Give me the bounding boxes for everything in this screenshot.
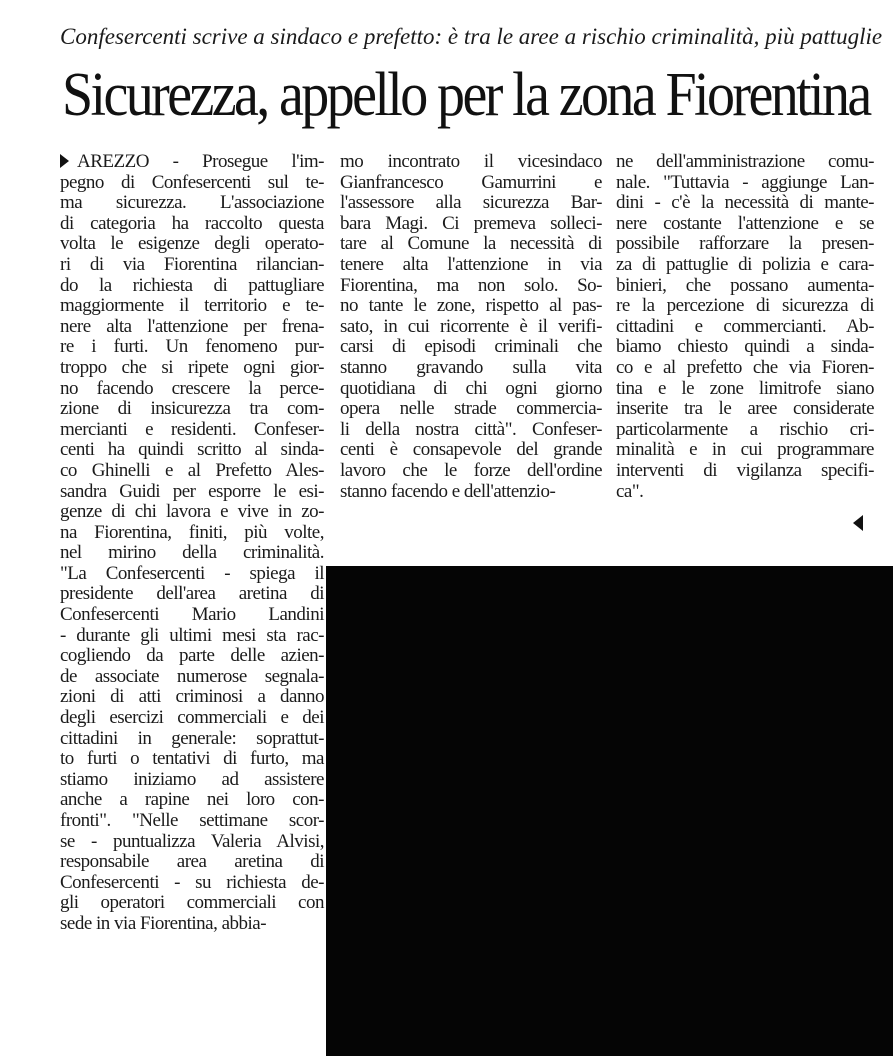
article-text-line: Confesercenti - su richiesta de-	[60, 871, 324, 893]
article-text-line: cittadini in generale: soprattut-	[60, 727, 324, 749]
article-text-line: zioni di atti criminosi a danno	[60, 686, 324, 708]
article-text-line: no facendo crescere la perce-	[60, 377, 324, 399]
article-text-line: co e al prefetto che via Fioren-	[616, 356, 874, 378]
article-text-line: fronti". "Nelle settimane scor-	[60, 810, 324, 831]
article-text-line: possibile rafforzare la presen-	[616, 233, 874, 255]
article-text-line: di categoria ha raccolto questa	[60, 212, 324, 234]
article-text-line: stanno facendo e dell'attenzio-	[340, 480, 556, 502]
article-text-line: binieri, che possano aumenta-	[616, 274, 874, 296]
article-column-3	[616, 152, 874, 502]
article-text-line: no tante le zone, rispetto al pas-	[340, 295, 602, 317]
article-text-line: tenere alta l'attenzione in via	[340, 253, 602, 275]
article-text-line: biamo chiesto quindi a sinda-	[616, 336, 874, 358]
article-text-line: bara Magi. Ci premeva solleci-	[340, 212, 602, 234]
article-text-line: Gianfrancesco Gamurrini e	[340, 171, 602, 193]
article-text-line: - durante gli ultimi mesi sta rac-	[60, 624, 324, 646]
article-text-line: mercianti e residenti. Confeser-	[60, 418, 324, 440]
article-text-line: nale. "Tuttavia - aggiunge Lan-	[616, 171, 874, 193]
article-text-line: lavoro che le forze dell'ordine	[340, 459, 602, 481]
article-text-line: na Fiorentina, finiti, più volte,	[60, 521, 324, 543]
article-text-line: particolarmente a rischio cri-	[616, 418, 874, 440]
article-text-line: sede in via Fiorentina, abbia-	[60, 912, 267, 934]
article-text-line: nere costante l'attenzione e se	[616, 212, 874, 234]
article-text-line: Fiorentina, ma non solo. So-	[340, 274, 602, 296]
article-text-line: li della nostra città". Confeser-	[340, 418, 602, 440]
article-text-line: dini - c'è la necessità di mante-	[616, 192, 874, 214]
article-kicker: Confesercenti scrive a sindaco e prefetto: è tra le aree a rischio criminalità, più pattuglie	[60, 24, 883, 49]
article-text-line: genze di chi lavora e vive in zo-	[60, 501, 324, 523]
article-text-line: troppo che si ripete ogni gior-	[60, 356, 324, 378]
article-text-line: Confesercenti Mario Landini	[60, 604, 324, 626]
article-text-line: opera nelle strade commercia-	[340, 398, 602, 420]
article-text-line: "La Confesercenti - spiega il	[60, 562, 324, 584]
article-text-line: gli operatori commerciali con	[60, 892, 324, 914]
article-text-line: stiamo iniziamo ad assistere	[60, 768, 324, 790]
article-text-line: tare al Comune la necessità di	[340, 233, 602, 255]
article-text-line: nere alta l'attenzione per frena-	[60, 315, 324, 337]
article-text-line: interventi di vigilanza specifi-	[616, 459, 874, 481]
article-text-line: presidente dell'area aretina di	[60, 583, 324, 605]
article-text-line: sandra Guidi per esporre le esi-	[60, 480, 324, 502]
article-text-line: maggiormente il territorio e te-	[60, 295, 324, 317]
article-column-2	[340, 152, 602, 502]
article-text-line: centi è consapevole del grande	[340, 439, 602, 461]
article-text-line: cittadini e commercianti. Ab-	[616, 315, 874, 337]
article-text-line: nel mirino della criminalità.	[60, 542, 324, 564]
article-text-line: zione di insicurezza tra com-	[60, 398, 324, 420]
article-text-line: ri di via Fiorentina rilancian-	[60, 253, 324, 275]
article-text-line: co Ghinelli e al Prefetto Ales-	[60, 459, 324, 481]
article-text-line: cogliendo da parte delle azien-	[60, 645, 324, 667]
article-text-line: tina e le zone limitrofe siano	[616, 377, 874, 399]
article-headline: Sicurezza, appello per la zona Fiorentina	[62, 60, 870, 130]
article-column-1	[60, 152, 324, 935]
article-text-line: za di pattuglie di polizia e cara-	[616, 253, 874, 275]
article-text-line: do la richiesta di pattugliare	[60, 274, 324, 296]
article-text-line: minalità e in cui programmare	[616, 439, 874, 461]
end-of-article-marker-icon	[853, 515, 863, 531]
article-text-line: to furti o tentativi di furto, ma	[60, 748, 324, 770]
article-text-line: centi ha quindi scritto al sinda-	[60, 439, 324, 461]
article-text-line: ma sicurezza. L'associazione	[60, 192, 324, 214]
article-text-line: anche a rapine nei loro con-	[60, 789, 324, 811]
redacted-black-area	[326, 566, 893, 1056]
article-text-line: pegno di Confesercenti sul te-	[60, 171, 324, 193]
article-text-line: mo incontrato il vicesindaco	[340, 151, 602, 172]
article-text-line: re la percezione di sicurezza di	[616, 295, 874, 317]
article-text-line: stanno gravando sulla vita	[340, 356, 602, 378]
article-text-line: re i furti. Un fenomeno pur-	[60, 336, 324, 358]
article-text-line: carsi di episodi criminali che	[340, 336, 602, 358]
article-text-line: quotidiana di chi ogni giorno	[340, 377, 602, 399]
article-text-line: responsabile area aretina di	[60, 851, 324, 873]
start-of-article-marker-icon	[60, 154, 69, 168]
article-text-line: AREZZO - Prosegue l'im-	[60, 152, 324, 173]
article-text-line: l'assessore alla sicurezza Bar-	[340, 192, 602, 214]
article-text-line: degli esercizi commerciali e dei	[60, 707, 324, 729]
article-text-line: inserite tra le aree considerate	[616, 398, 874, 420]
article-text-line: volta le esigenze degli operato-	[60, 233, 324, 255]
article-text-line: ca".	[616, 480, 644, 502]
article-text-line: ne dell'amministrazione comu-	[616, 151, 874, 172]
article-text-line: se - puntualizza Valeria Alvisi,	[60, 830, 324, 852]
article-text-line: de associate numerose segnala-	[60, 665, 324, 687]
article-text-line: sato, in cui ricorrente è il verifi-	[340, 315, 602, 337]
